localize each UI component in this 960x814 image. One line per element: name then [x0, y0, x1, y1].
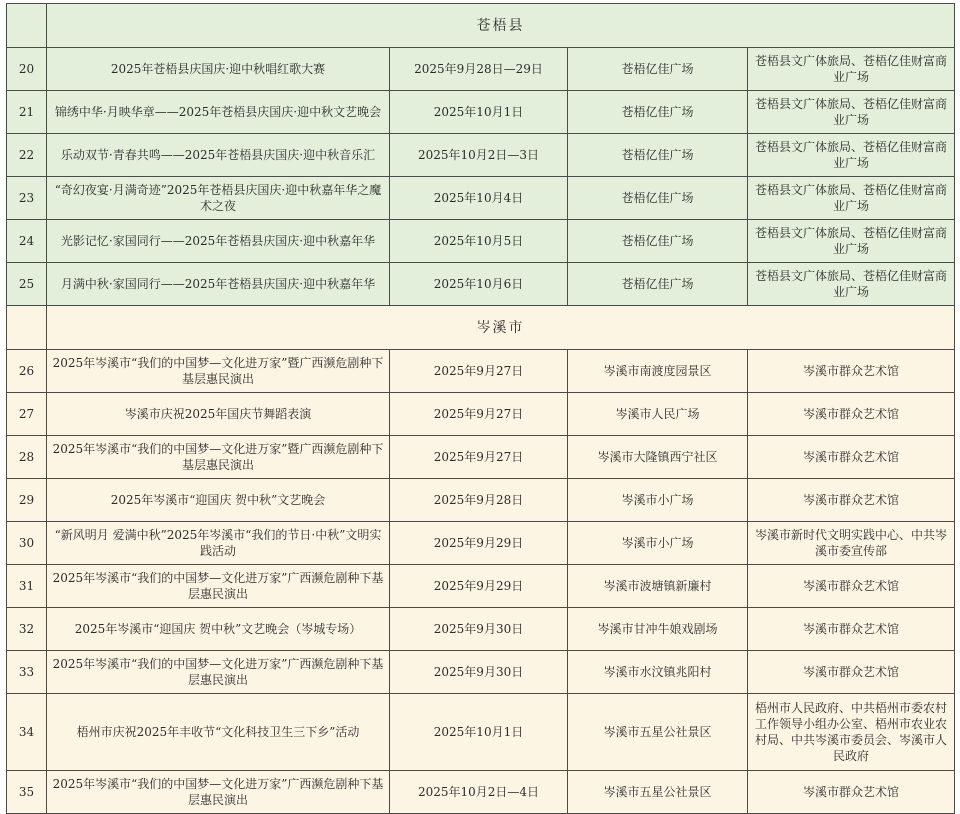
event-name: 月满中秋·家国同行——2025年苍梧县庆国庆·迎中秋嘉年华 [47, 263, 390, 306]
event-venue: 苍梧亿佳广场 [568, 177, 748, 220]
event-date: 2025年10月4日 [390, 177, 568, 220]
row-number: 34 [7, 694, 47, 771]
event-date: 2025年9月30日 [390, 651, 568, 694]
event-date: 2025年10月2日—3日 [390, 134, 568, 177]
event-organizer: 岑溪市群众艺术馆 [748, 565, 955, 608]
event-organizer: 岑溪市群众艺术馆 [748, 350, 955, 393]
row-number: 20 [7, 48, 47, 91]
event-name: “奇幻夜宴·月满奇迹”2025年苍梧县庆国庆·迎中秋嘉年华之魔术之夜 [47, 177, 390, 220]
event-name: 2025年苍梧县庆国庆·迎中秋唱红歌大赛 [47, 48, 390, 91]
event-date: 2025年9月29日 [390, 522, 568, 565]
event-name: 2025年岑溪市“迎国庆 贺中秋”文艺晚会（岑城专场） [47, 608, 390, 651]
row-number: 28 [7, 436, 47, 479]
table-row [7, 48, 955, 91]
section-number-cell [7, 4, 47, 48]
row-number: 35 [7, 771, 47, 814]
event-venue: 苍梧亿佳广场 [568, 263, 748, 306]
event-name: 岑溪市庆祝2025年国庆节舞蹈表演 [47, 393, 390, 436]
table-row [7, 479, 955, 522]
section-header-cenxi [7, 306, 955, 350]
row-number: 26 [7, 350, 47, 393]
event-venue: 岑溪市水汶镇兆阳村 [568, 651, 748, 694]
table-row [7, 134, 955, 177]
table-row [7, 263, 955, 306]
table-row [7, 651, 955, 694]
event-organizer: 岑溪市群众艺术馆 [748, 651, 955, 694]
table-row [7, 220, 955, 263]
event-organizer: 岑溪市群众艺术馆 [748, 771, 955, 814]
event-name: 2025年岑溪市“我们的中国梦—文化进万家”暨广西濒危剧种下基层惠民演出 [47, 436, 390, 479]
event-organizer: 苍梧县文广体旅局、苍梧亿佳财富商业广场 [748, 134, 955, 177]
event-organizer: 苍梧县文广体旅局、苍梧亿佳财富商业广场 [748, 91, 955, 134]
event-date: 2025年10月1日 [390, 694, 568, 771]
event-date: 2025年9月28日 [390, 479, 568, 522]
event-venue: 岑溪市人民广场 [568, 393, 748, 436]
row-number: 31 [7, 565, 47, 608]
table-row [7, 177, 955, 220]
row-number: 32 [7, 608, 47, 651]
event-venue: 岑溪市小广场 [568, 522, 748, 565]
event-organizer: 岑溪市群众艺术馆 [748, 393, 955, 436]
event-organizer: 苍梧县文广体旅局、苍梧亿佳财富商业广场 [748, 48, 955, 91]
event-venue: 岑溪市五星公社景区 [568, 771, 748, 814]
event-name: 乐动双节·青春共鸣——2025年苍梧县庆国庆·迎中秋音乐汇 [47, 134, 390, 177]
event-name: 锦绣中华·月映华章——2025年苍梧县庆国庆·迎中秋文艺晚会 [47, 91, 390, 134]
event-venue: 苍梧亿佳广场 [568, 48, 748, 91]
event-date: 2025年10月6日 [390, 263, 568, 306]
row-number: 22 [7, 134, 47, 177]
event-date: 2025年9月27日 [390, 436, 568, 479]
event-venue: 岑溪市五星公社景区 [568, 694, 748, 771]
events-table [6, 3, 955, 814]
event-date: 2025年10月1日 [390, 91, 568, 134]
event-venue: 岑溪市甘冲牛娘戏剧场 [568, 608, 748, 651]
table-row [7, 91, 955, 134]
event-date: 2025年9月27日 [390, 393, 568, 436]
event-venue: 岑溪市南渡度园景区 [568, 350, 748, 393]
row-number: 30 [7, 522, 47, 565]
table-row [7, 694, 955, 771]
section-title: 苍梧县 [47, 4, 955, 48]
row-number: 33 [7, 651, 47, 694]
event-name: 2025年岑溪市“我们的中国梦—文化进万家”广西濒危剧种下基层惠民演出 [47, 565, 390, 608]
row-number: 24 [7, 220, 47, 263]
event-venue: 岑溪市大隆镇西宁社区 [568, 436, 748, 479]
event-name: 2025年岑溪市“迎国庆 贺中秋”文艺晚会 [47, 479, 390, 522]
event-venue: 苍梧亿佳广场 [568, 220, 748, 263]
event-organizer: 梧州市人民政府、中共梧州市委农村工作领导小组办公室、梧州市农业农村局、中共岑溪市委员会、岑溪市人民政府 [748, 694, 955, 771]
event-name: 梧州市庆祝2025年丰收节“文化科技卫生三下乡”活动 [47, 694, 390, 771]
section-header-cangwu [7, 4, 955, 48]
event-venue: 苍梧亿佳广场 [568, 91, 748, 134]
row-number: 27 [7, 393, 47, 436]
event-name: 2025年岑溪市“我们的中国梦—文化进万家”暨广西濒危剧种下基层惠民演出 [47, 350, 390, 393]
event-name: 光影记忆·家国同行——2025年苍梧县庆国庆·迎中秋嘉年华 [47, 220, 390, 263]
row-number: 21 [7, 91, 47, 134]
event-organizer: 岑溪市群众艺术馆 [748, 608, 955, 651]
section-number-cell [7, 306, 47, 350]
table-row [7, 436, 955, 479]
table-row [7, 565, 955, 608]
event-date: 2025年9月27日 [390, 350, 568, 393]
event-name: “新风明月 爱满中秋”2025年岑溪市“我们的节日·中秋”文明实践活动 [47, 522, 390, 565]
row-number: 29 [7, 479, 47, 522]
event-name: 2025年岑溪市“我们的中国梦—文化进万家”广西濒危剧种下基层惠民演出 [47, 651, 390, 694]
event-date: 2025年10月2日—4日 [390, 771, 568, 814]
event-organizer: 苍梧县文广体旅局、苍梧亿佳财富商业广场 [748, 177, 955, 220]
event-venue: 岑溪市小广场 [568, 479, 748, 522]
table-row [7, 771, 955, 814]
event-date: 2025年9月28日—29日 [390, 48, 568, 91]
event-venue: 苍梧亿佳广场 [568, 134, 748, 177]
event-venue: 岑溪市波塘镇新廉村 [568, 565, 748, 608]
table-row [7, 608, 955, 651]
event-date: 2025年9月30日 [390, 608, 568, 651]
event-date: 2025年10月5日 [390, 220, 568, 263]
event-organizer: 苍梧县文广体旅局、苍梧亿佳财富商业广场 [748, 263, 955, 306]
row-number: 23 [7, 177, 47, 220]
table-row [7, 350, 955, 393]
event-organizer: 苍梧县文广体旅局、苍梧亿佳财富商业广场 [748, 220, 955, 263]
table-row [7, 522, 955, 565]
event-name: 2025年岑溪市“我们的中国梦—文化进万家”广西濒危剧种下基层惠民演出 [47, 771, 390, 814]
event-organizer: 岑溪市群众艺术馆 [748, 479, 955, 522]
table-row [7, 393, 955, 436]
event-organizer: 岑溪市群众艺术馆 [748, 436, 955, 479]
event-date: 2025年9月29日 [390, 565, 568, 608]
event-organizer: 岑溪市新时代文明实践中心、中共岑溪市委宣传部 [748, 522, 955, 565]
section-title: 岑溪市 [47, 306, 955, 350]
row-number: 25 [7, 263, 47, 306]
